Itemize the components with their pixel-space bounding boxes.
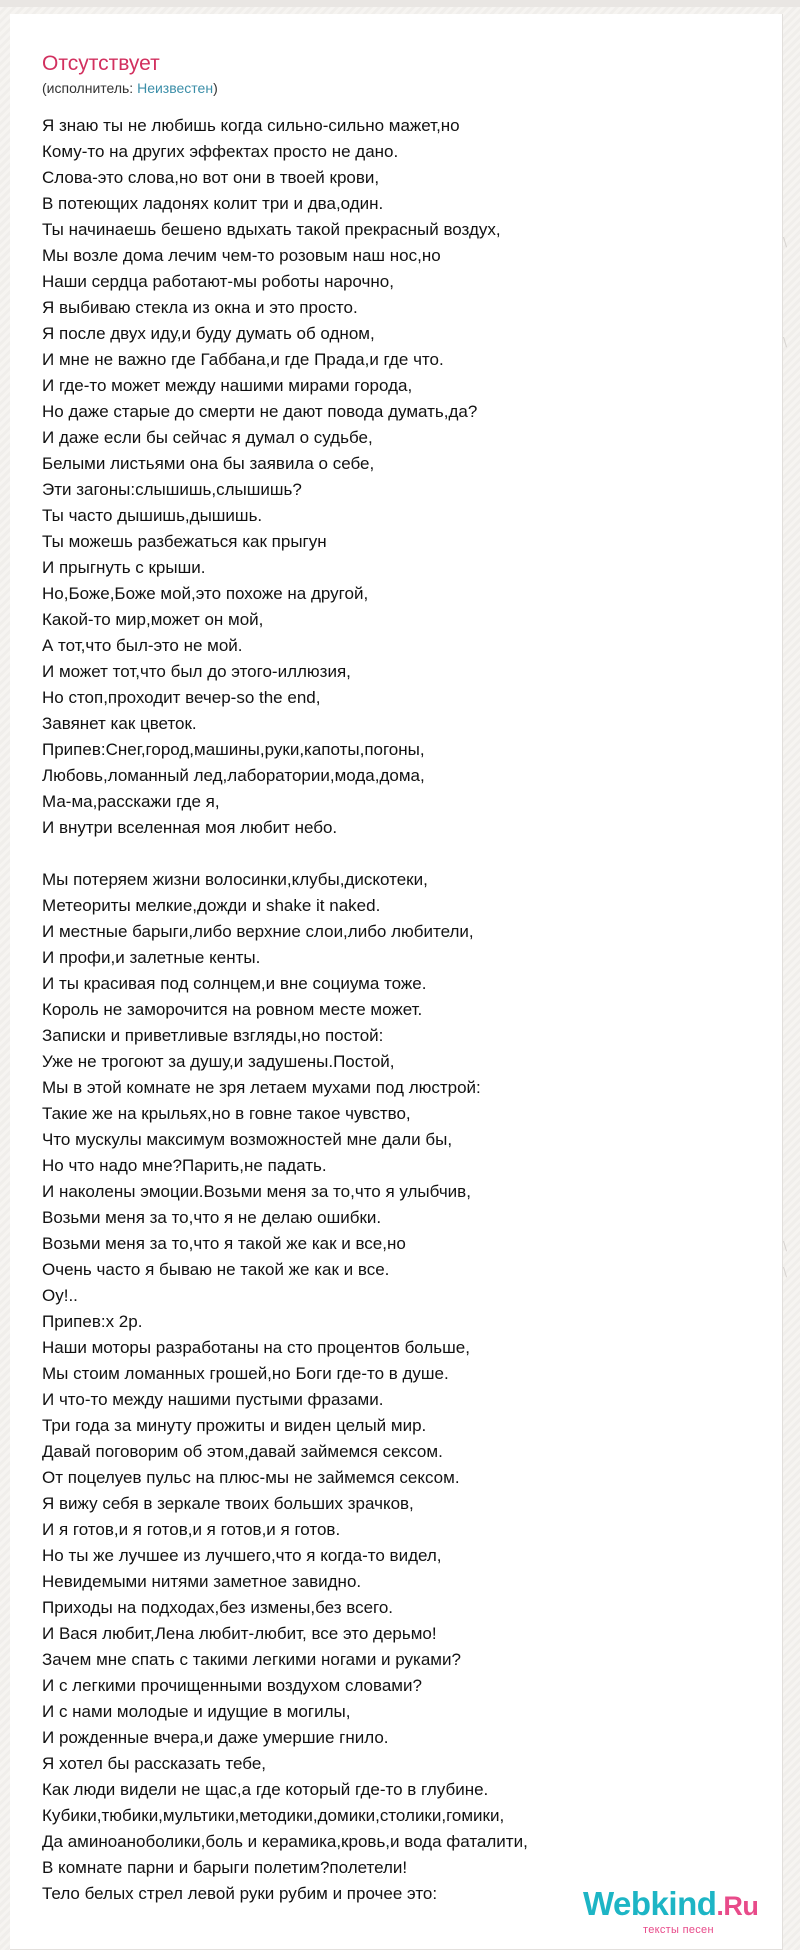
lyric-line: И даже если бы сейчас я думал о судьбе, xyxy=(42,428,373,447)
lyric-line: И наколены эмоции.Возьми меня за то,что я улыбчив, xyxy=(42,1182,471,1201)
lyric-line: Записки и приветливые взгляды,но постой: xyxy=(42,1026,384,1045)
lyric-line: Наши сердца работают-мы роботы нарочно, xyxy=(42,272,394,291)
lyric-line: Да аминоаноболики,боль и керамика,кровь,и вода фаталити, xyxy=(42,1832,528,1851)
lyric-line: Я выбиваю стекла из окна и это просто. xyxy=(42,298,358,317)
lyric-line: Я вижу себя в зеркале твоих больших зрачков, xyxy=(42,1494,414,1513)
song-title: Отсутствует xyxy=(42,52,160,75)
lyric-line: И где-то может между нашими мирами города, xyxy=(42,376,413,395)
margin-mark: \ xyxy=(783,235,788,249)
lyric-line: В потеющих ладонях колит три и два,один. xyxy=(42,194,384,213)
lyric-line: Метеориты мелкие,дожди и shake it naked. xyxy=(42,896,381,915)
lyric-line: Любовь,ломанный лед,лаборатории,мода,дома, xyxy=(42,766,425,785)
lyric-line: Тело белых стрел левой руки рубим и прочее это: xyxy=(42,1884,438,1903)
lyric-line: И Вася любит,Лена любит-любит, все это дерьмо! xyxy=(42,1624,437,1643)
lyric-line: Я после двух иду,и буду думать об одном, xyxy=(42,324,375,343)
lyric-line: Давай поговорим об этом,давай займемся сексом. xyxy=(42,1442,443,1461)
lyric-line: Ма-ма,расскажи где я, xyxy=(42,792,220,811)
lyric-line: Зачем мне спать с такими легкими ногами и руками? xyxy=(42,1650,461,1669)
lyric-line: Какой-то мир,может он мой, xyxy=(42,610,264,629)
lyric-line: Король не заморочится на ровном месте может. xyxy=(42,1000,423,1019)
lyric-line: В комнате парни и барыги полетим?полетели! xyxy=(42,1858,408,1877)
lyric-line: Я знаю ты не любишь когда сильно-сильно мажет,но xyxy=(42,116,460,135)
lyric-line: И профи,и залетные кенты. xyxy=(42,948,261,967)
lyric-line: Завянет как цветок. xyxy=(42,714,197,733)
logo-tagline: тексты песен xyxy=(643,1924,714,1936)
lyric-line: Приходы на подходах,без измены,без всего. xyxy=(42,1598,394,1617)
lyric-line: Ты можешь разбежаться как прыгун xyxy=(42,532,327,551)
logo-name: Webkind xyxy=(583,1885,717,1922)
margin-mark: \ xyxy=(783,1265,788,1279)
lyric-line: И рожденные вчера,и даже умершие гнило. xyxy=(42,1728,389,1747)
lyric-line: И мне не важно где Габбана,и где Прада,и где что. xyxy=(42,350,444,369)
lyric-line: Ты часто дышишь,дышишь. xyxy=(42,506,263,525)
lyric-line: Но,Боже,Боже мой,это похоже на другой, xyxy=(42,584,369,603)
lyric-line: Оу!.. xyxy=(42,1286,78,1305)
lyric-line: Припев:Снег,город,машины,руки,капоты,погоны, xyxy=(42,740,425,759)
lyric-line: Что мускулы максимум возможностей мне дали бы, xyxy=(42,1130,453,1149)
logo-tld: .Ru xyxy=(716,1891,759,1921)
artist-prefix: (исполнитель: xyxy=(42,80,138,96)
margin-mark: \ xyxy=(783,1239,788,1253)
lyric-line: Ты начинаешь бешено вдыхать такой прекрасный воздух, xyxy=(42,220,501,239)
lyric-line: Но что надо мне?Парить,не падать. xyxy=(42,1156,327,1175)
artist-line xyxy=(42,79,218,97)
artist-suffix: ) xyxy=(213,80,218,96)
lyric-line: Кому-то на других эффектах просто не дано. xyxy=(42,142,399,161)
lyric-line: Возьми меня за то,что я такой же как и все,но xyxy=(42,1234,406,1253)
lyric-line: Кубики,тюбики,мультики,методики,домики,столики,гомики, xyxy=(42,1806,505,1825)
lyric-line: И ты красивая под солнцем,и вне социума тоже. xyxy=(42,974,427,993)
lyric-line xyxy=(42,841,762,867)
lyric-line: Эти загоны:слышишь,слышишь? xyxy=(42,480,302,499)
lyrics-body xyxy=(42,113,762,1907)
lyric-line: Мы в этой комнате не зря летаем мухами под люстрой: xyxy=(42,1078,481,1097)
lyric-line: И прыгнуть с крыши. xyxy=(42,558,206,577)
lyric-line: А тот,что был-это не мой. xyxy=(42,636,243,655)
lyric-line: И с нами молодые и идущие в могилы, xyxy=(42,1702,351,1721)
lyric-line: Белыми листьями она бы заявила о себе, xyxy=(42,454,375,473)
lyric-line: Очень часто я бываю не такой же как и все. xyxy=(42,1260,390,1279)
lyric-line: И что-то между нашими пустыми фразами. xyxy=(42,1390,384,1409)
logo-wordmark xyxy=(583,1885,758,1925)
lyric-line: Мы возле дома лечим чем-то розовым наш нос,но xyxy=(42,246,441,265)
lyric-line: И я готов,и я готов,и я готов,и я готов. xyxy=(42,1520,341,1539)
lyric-line: Возьми меня за то,что я не делаю ошибки. xyxy=(42,1208,382,1227)
lyric-line: Слова-это слова,но вот они в твоей крови, xyxy=(42,168,380,187)
lyric-line: И внутри вселенная моя любит небо. xyxy=(42,818,338,837)
lyric-line: И местные барыги,либо верхние слои,либо любители, xyxy=(42,922,474,941)
lyric-line: Мы стоим ломанных грошей,но Боги где-то в душе. xyxy=(42,1364,449,1383)
lyric-line: Припев:х 2р. xyxy=(42,1312,143,1331)
lyric-line: И с легкими прочищенными воздухом словами? xyxy=(42,1676,422,1695)
lyric-line: Три года за минуту прожиты и виден целый мир. xyxy=(42,1416,427,1435)
lyric-line: Невидемыми нитями заметное завидно. xyxy=(42,1572,362,1591)
lyric-line: Такие же на крыльях,но в говне такое чувство, xyxy=(42,1104,411,1123)
lyric-line: Я хотел бы рассказать тебе, xyxy=(42,1754,267,1773)
lyric-line: Наши моторы разработаны на сто процентов больше, xyxy=(42,1338,470,1357)
lyric-line: От поцелуев пульс на плюс-мы не займемся сексом. xyxy=(42,1468,460,1487)
lyric-line: Мы потеряем жизни волосинки,клубы,дискотеки, xyxy=(42,870,428,889)
lyric-line: Но даже старые до смерти не дают повода думать,да? xyxy=(42,402,478,421)
lyric-line: И может тот,что был до этого-иллюзия, xyxy=(42,662,351,681)
webkind-logo[interactable] xyxy=(583,1885,783,1941)
lyric-line: Но стоп,проходит вечер-so the end, xyxy=(42,688,321,707)
margin-mark: \ xyxy=(783,335,788,349)
lyric-line: Но ты же лучшее из лучшего,что я когда-то видел, xyxy=(42,1546,442,1565)
lyric-line: Уже не трогоют за душу,и задушены.Постой, xyxy=(42,1052,395,1071)
artist-link[interactable]: Неизвестен xyxy=(137,80,214,96)
lyric-line: Как люди видели не щас,а где который где-то в глубине. xyxy=(42,1780,489,1799)
